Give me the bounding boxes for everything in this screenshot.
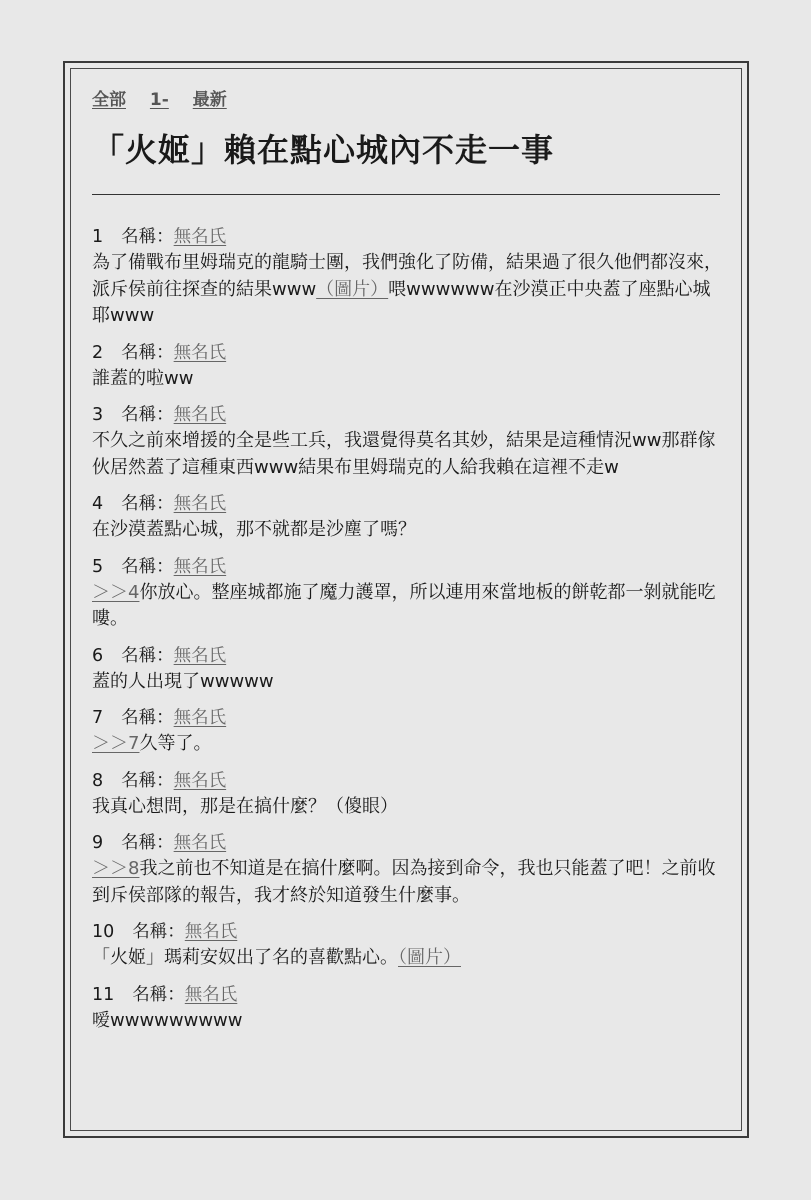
post-name-label: 名稱：	[121, 342, 174, 363]
post-number: 6	[92, 645, 104, 666]
post-body	[92, 1008, 724, 1035]
post-item	[92, 554, 724, 633]
post-text: 嗳wwwwwwwww	[92, 1009, 243, 1031]
post-item	[92, 982, 724, 1035]
post-author-link[interactable]: 無名氏	[173, 770, 227, 791]
post-header	[92, 830, 724, 856]
post-name-label: 名稱：	[121, 556, 174, 577]
post-name-label: 名稱：	[121, 645, 174, 666]
post-number: 9	[92, 833, 104, 853]
post-item	[92, 491, 724, 544]
post-header	[92, 768, 724, 794]
post-number: 1	[92, 227, 104, 247]
post-author-link[interactable]: 無名氏	[173, 227, 227, 247]
post-body	[92, 250, 724, 330]
post-author-link[interactable]: 無名氏	[173, 645, 227, 666]
post-body	[92, 669, 724, 696]
post-item	[92, 340, 724, 393]
post-header	[92, 554, 724, 580]
thread-content	[92, 80, 724, 1044]
image-link[interactable]: （圖片）	[398, 947, 461, 968]
post-number: 4	[92, 494, 104, 514]
post-text: 你放心。整座城都施了魔力護罩，所以連用來當地板的餅乾都一剝就能吃嘍。	[92, 581, 716, 629]
post-text: 我真心想問，那是在搞什麼？（傻眼）	[92, 795, 398, 817]
post-author-link[interactable]: 無名氏	[173, 708, 227, 728]
post-header	[92, 224, 724, 250]
post-body	[92, 794, 724, 821]
post-item	[92, 643, 724, 696]
post-body	[92, 517, 724, 544]
nav-all-link[interactable]: 全部	[92, 90, 126, 110]
post-text: 為了備戰布里姆瑞克的龍騎士團，我們強化了防備，結果過了很久他們都沒來，派斥侯前往探查的結果www	[92, 252, 722, 300]
post-name-label: 名稱：	[121, 405, 174, 425]
post-list	[92, 224, 724, 1034]
nav-range-link[interactable]: 1-	[149, 90, 169, 110]
post-text: 誰蓋的啦ww	[92, 367, 194, 389]
post-item	[92, 830, 724, 909]
post-name-label: 名稱：	[132, 922, 185, 942]
post-header	[92, 982, 724, 1008]
post-body	[92, 945, 724, 972]
post-text: 喂wwwwww在沙漠正中央蓋了座點心城耶www	[92, 278, 711, 326]
post-item	[92, 224, 724, 330]
image-link[interactable]: （圖片）	[316, 278, 389, 300]
post-name-label: 名稱：	[132, 984, 185, 1005]
post-author-link[interactable]: 無名氏	[173, 494, 227, 514]
post-body	[92, 580, 724, 633]
post-header	[92, 919, 724, 945]
post-author-link[interactable]: 無名氏	[173, 833, 227, 853]
post-header	[92, 643, 724, 669]
post-number: 3	[92, 405, 104, 425]
post-body	[92, 731, 724, 758]
post-body	[92, 428, 724, 481]
post-name-label: 名稱：	[121, 227, 174, 247]
reply-link[interactable]: ＞＞8	[92, 858, 140, 879]
post-name-label: 名稱：	[121, 494, 174, 514]
post-name-label: 名稱：	[121, 770, 174, 791]
post-author-link[interactable]: 無名氏	[173, 556, 227, 577]
post-number: 2	[92, 342, 104, 363]
post-number: 8	[92, 770, 104, 791]
post-item	[92, 919, 724, 972]
thread-nav	[92, 80, 724, 116]
post-author-link[interactable]: 無名氏	[173, 342, 227, 363]
post-author-link[interactable]: 無名氏	[184, 922, 238, 942]
post-text: 久等了。	[139, 733, 212, 754]
post-number: 5	[92, 556, 104, 577]
post-number: 7	[92, 708, 104, 728]
post-item	[92, 705, 724, 758]
post-item	[92, 402, 724, 481]
post-number: 11	[92, 984, 115, 1005]
post-author-link[interactable]: 無名氏	[173, 405, 227, 425]
nav-latest-link[interactable]: 最新	[192, 90, 227, 110]
thread-title: 「火姬」賴在點心城內不走一事	[92, 131, 555, 169]
post-name-label: 名稱：	[121, 708, 174, 728]
post-name-label: 名稱：	[121, 833, 174, 853]
post-text: 蓋的人出現了wwwww	[92, 670, 274, 692]
post-text: 在沙漠蓋點心城，那不就都是沙塵了嗎？	[92, 519, 416, 540]
post-body	[92, 366, 724, 393]
post-header	[92, 402, 724, 428]
post-text: 「火姬」瑪莉安奴出了名的喜歡點心。	[92, 947, 398, 968]
post-header	[92, 340, 724, 366]
post-text: 不久之前來增援的全是些工兵，我還覺得莫名其妙，結果是這種情況ww那群傢伙居然蓋了這種東西www結果布里姆瑞克的人給我賴在這裡不走w	[92, 430, 716, 478]
post-author-link[interactable]: 無名氏	[184, 984, 238, 1005]
post-header	[92, 491, 724, 517]
post-text: 我之前也不知道是在搞什麼啊。因為接到命令，我也只能蓋了吧！之前收到斥侯部隊的報告，我才終於知道發生什麼事。	[92, 858, 716, 906]
reply-link[interactable]: ＞＞4	[92, 581, 140, 603]
post-item	[92, 768, 724, 821]
post-number: 10	[92, 922, 115, 942]
reply-link[interactable]: ＞＞7	[92, 733, 140, 754]
post-body	[92, 856, 724, 909]
post-header	[92, 705, 724, 731]
title-divider	[92, 194, 720, 195]
